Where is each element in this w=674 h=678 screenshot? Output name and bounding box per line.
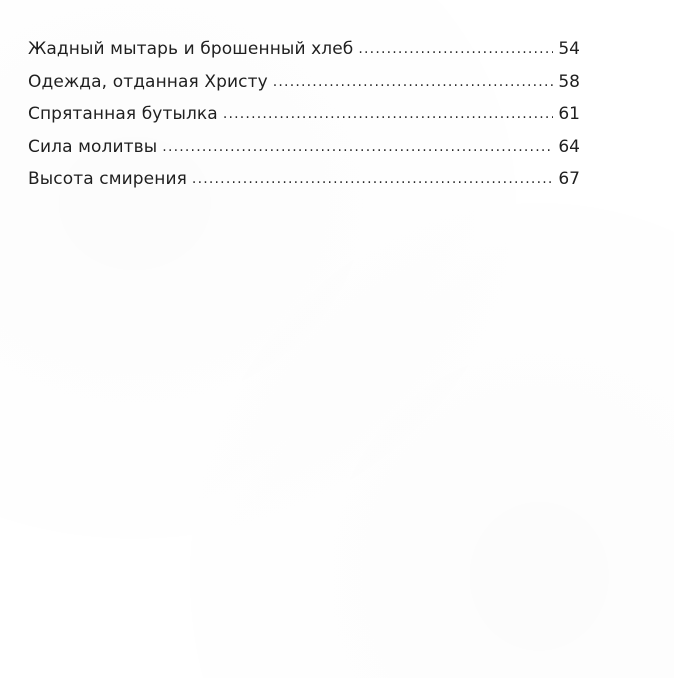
toc-entry-title: Жадный мытарь и брошенный хлеб <box>28 39 354 59</box>
toc-entry <box>28 41 580 74</box>
toc-dot-leader <box>162 140 553 154</box>
toc-entry-page-number: 54 <box>558 39 580 59</box>
toc-dot-leader <box>223 107 554 121</box>
toc-entry <box>28 106 580 139</box>
toc-entry <box>28 171 580 204</box>
table-of-contents <box>28 41 580 204</box>
toc-entry-title: Спрятанная бутылка <box>28 104 218 124</box>
toc-entry-title: Высота смирения <box>28 169 187 189</box>
toc-dot-leader <box>358 42 553 56</box>
toc-entry-title: Одежда, отданная Христу <box>28 71 268 92</box>
toc-dot-leader <box>273 75 554 89</box>
toc-entry-page-number: 58 <box>558 71 580 92</box>
toc-dot-leader <box>192 172 553 186</box>
toc-entry-page-number: 64 <box>558 136 580 157</box>
toc-entry-page-number: 61 <box>558 104 580 124</box>
toc-entry-title: Сила молитвы <box>28 136 158 157</box>
toc-entry <box>28 71 580 107</box>
toc-entry-page-number: 67 <box>558 169 580 189</box>
toc-entry <box>28 136 580 172</box>
